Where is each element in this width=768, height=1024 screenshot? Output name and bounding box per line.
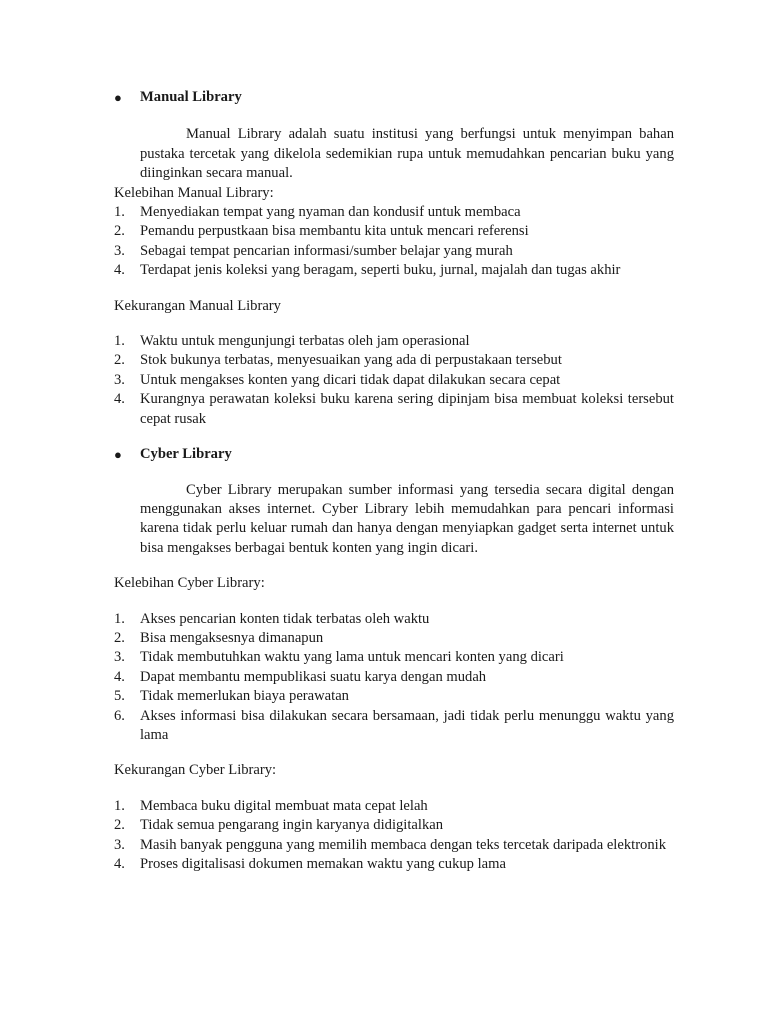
list-item-number: 4. bbox=[114, 391, 125, 408]
list-item bbox=[114, 222, 674, 241]
list-item-number: 5. bbox=[114, 688, 125, 705]
list-item bbox=[114, 332, 674, 351]
cyber-library-heading-text: Cyber Library bbox=[140, 446, 232, 463]
list-item bbox=[114, 648, 674, 667]
list-item bbox=[114, 371, 674, 390]
list-item-number: 2. bbox=[114, 223, 125, 240]
list-item-number: 2. bbox=[114, 817, 125, 834]
list-item-text: Stok bukunya terbatas, menyesuaikan yang ada di perpustakaan tersebut bbox=[140, 352, 562, 369]
list-item-text: Terdapat jenis koleksi yang beragam, seperti buku, jurnal, majalah dan tugas akhir bbox=[140, 262, 621, 279]
list-item bbox=[114, 797, 674, 816]
list-item-text: Akses pencarian konten tidak terbatas oleh waktu bbox=[140, 610, 430, 627]
list-item-text: Waktu untuk mengunjungi terbatas oleh jam operasional bbox=[140, 333, 470, 350]
list-item-text: Tidak semua pengarang ingin karyanya didigitalkan bbox=[140, 817, 444, 834]
list-item-number: 1. bbox=[114, 797, 125, 814]
list-item-text: Kurangnya perawatan koleksi buku karena sering dipinjam bisa membuat koleksi tersebut cepat rusak bbox=[140, 391, 674, 427]
cyber-cons-label: Kekurangan Cyber Library: bbox=[114, 762, 277, 779]
cyber-library-description: Cyber Library merupakan sumber informasi yang tersedia secara digital dengan menggunakan akses internet. Cyber Library lebih memudahkan para pencari informasi karena tidak perlu keluar rumah dan hanya dengan menyiapkan gadget serta internet untuk bisa mengakses berbagai bentuk konten yang ingin dicari. bbox=[140, 481, 674, 556]
bullet-icon: ● bbox=[114, 90, 122, 105]
list-item-text: Menyediakan tempat yang nyaman dan kondusif untuk membaca bbox=[140, 204, 521, 221]
list-item-number: 3. bbox=[114, 836, 125, 853]
list-item-number: 3. bbox=[114, 649, 125, 666]
list-item-text: Akses informasi bisa dilakukan secara bersamaan, jadi tidak perlu menunggu waktu yang lama bbox=[140, 707, 674, 743]
list-item-number: 6. bbox=[114, 707, 125, 724]
manual-cons-list bbox=[114, 332, 674, 429]
list-item-text: Untuk mengakses konten yang dicari tidak dapat dilakukan secara cepat bbox=[140, 371, 561, 388]
list-item bbox=[114, 668, 674, 687]
manual-library-description: Manual Library adalah suatu institusi yang berfungsi untuk menyimpan bahan pustaka tercetak yang dikelola sedemikian rupa untuk memudahkan pencarian buku yang diinginkan secara manual. bbox=[140, 126, 674, 182]
list-item-number: 2. bbox=[114, 629, 125, 646]
list-item-number: 1. bbox=[114, 610, 125, 627]
manual-pros-label: Kelebihan Manual Library: bbox=[114, 184, 274, 201]
manual-library-heading bbox=[114, 88, 674, 107]
list-item-text: Membaca buku digital membuat mata cepat lelah bbox=[140, 797, 428, 814]
list-item bbox=[114, 610, 674, 629]
list-item-text: Tidak memerlukan biaya perawatan bbox=[140, 688, 349, 705]
list-item bbox=[114, 261, 674, 280]
list-item-text: Sebagai tempat pencarian informasi/sumber belajar yang murah bbox=[140, 242, 513, 259]
list-item-text: Masih banyak pengguna yang memilih membaca dengan teks tercetak daripada elektronik bbox=[140, 836, 666, 853]
bullet-icon: ● bbox=[114, 447, 122, 463]
manual-cons-label: Kekurangan Manual Library bbox=[114, 297, 281, 314]
cyber-cons-list bbox=[114, 797, 674, 875]
list-item-text: Dapat membantu mempublikasi suatu karya dengan mudah bbox=[140, 668, 487, 685]
list-item-text: Proses digitalisasi dokumen memakan waktu yang cukup lama bbox=[140, 856, 506, 872]
cyber-library-heading bbox=[114, 445, 674, 464]
list-item bbox=[114, 687, 674, 706]
cyber-pros-label: Kelebihan Cyber Library: bbox=[114, 575, 265, 592]
list-item-number: 4. bbox=[114, 856, 125, 872]
list-item-number: 4. bbox=[114, 668, 125, 685]
list-item-text: Bisa mengaksesnya dimanapun bbox=[140, 629, 324, 646]
manual-library-heading-text: Manual Library bbox=[140, 89, 242, 105]
list-item-number: 1. bbox=[114, 333, 125, 350]
list-item bbox=[114, 836, 674, 855]
list-item-number: 1. bbox=[114, 204, 125, 221]
list-item-number: 4. bbox=[114, 262, 125, 279]
list-item bbox=[114, 855, 674, 874]
cyber-pros-list bbox=[114, 610, 674, 746]
list-item-number: 3. bbox=[114, 242, 125, 259]
list-item bbox=[114, 390, 674, 429]
list-item bbox=[114, 242, 674, 261]
list-item-text: Tidak membutuhkan waktu yang lama untuk mencari konten yang dicari bbox=[140, 649, 564, 666]
list-item-number: 3. bbox=[114, 371, 125, 388]
list-item-number: 2. bbox=[114, 352, 125, 369]
list-item bbox=[114, 203, 674, 222]
list-item-text: Pemandu perpustkaan bisa membantu kita untuk mencari referensi bbox=[140, 223, 529, 240]
list-item bbox=[114, 629, 674, 648]
manual-pros-list bbox=[114, 203, 674, 281]
list-item bbox=[114, 707, 674, 746]
document-page bbox=[114, 88, 674, 874]
list-item bbox=[114, 351, 674, 370]
list-item bbox=[114, 816, 674, 835]
